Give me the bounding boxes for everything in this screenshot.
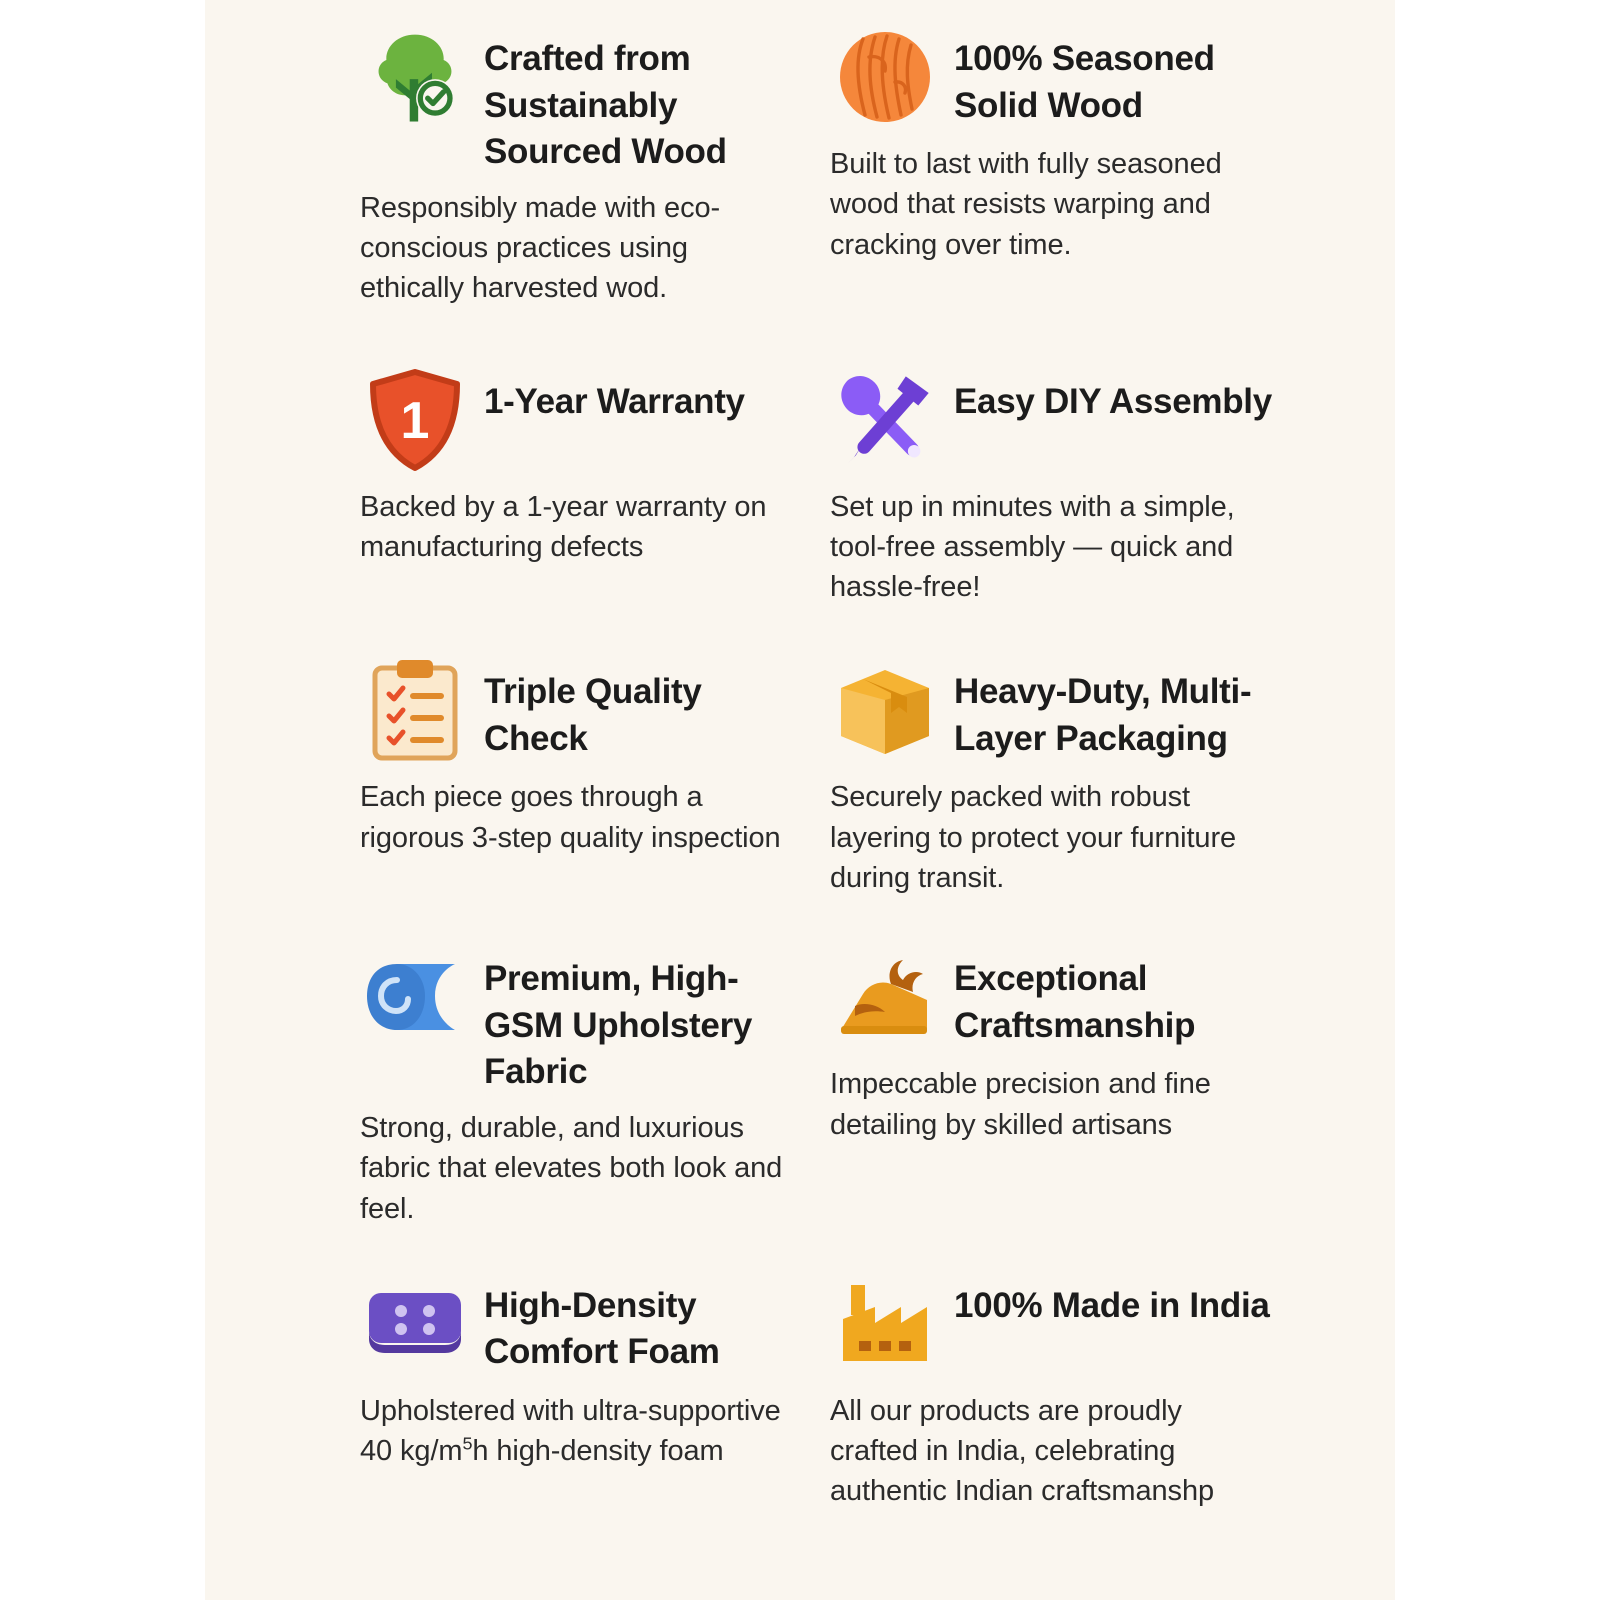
- feature-title: High-Density Comfort Foam: [484, 1285, 720, 1372]
- feature-title: Triple Quality Check: [484, 672, 702, 758]
- feature-card-craftsmanship: [830, 942, 1300, 1229]
- clipboard-checklist-icon: [360, 655, 470, 765]
- feature-title: Crafted from Sustainably Sourced Wood: [484, 39, 727, 172]
- feature-card-diy-assembly: [830, 365, 1300, 608]
- feature-card-seasoned-wood: [830, 22, 1300, 309]
- feature-header: [360, 655, 820, 765]
- feature-card-upholstery-fabric: [360, 942, 830, 1229]
- wood-grain-circle-icon: [830, 22, 940, 132]
- feature-title: Exceptional Craftsmanship: [954, 959, 1196, 1045]
- feature-card-warranty: [360, 365, 830, 608]
- foam-desc-post: h high-density foam: [472, 1435, 724, 1468]
- feature-title: Easy DIY Assembly: [954, 381, 1272, 421]
- feature-description: Strong, durable, and luxurious fabric that elevates both look and feel.: [360, 1111, 783, 1225]
- feature-card-sustainable-wood: [360, 22, 830, 309]
- feature-header: [360, 365, 820, 475]
- feature-description: Backed by a 1-year warranty on manufacturing defects: [360, 490, 767, 563]
- feature-header: [830, 1269, 1290, 1379]
- foam-desc-pre: Upholstered with ultra-supportive 40 kg/m: [360, 1394, 781, 1468]
- feature-card-comfort-foam: [360, 1269, 830, 1512]
- feature-description: Responsibly made with eco-conscious practices using ethically harvested wod.: [360, 191, 721, 305]
- foam-desc-exponent: 5: [462, 1433, 473, 1454]
- feature-title: 100% Seasoned Solid Wood: [954, 39, 1215, 125]
- feature-description: Set up in minutes with a simple, tool-free assembly — quick and hassle-free!: [830, 490, 1235, 604]
- feature-header: [830, 22, 1290, 132]
- feature-sheet: [205, 0, 1395, 1600]
- feature-grid: [205, 0, 1395, 1600]
- factory-icon: [830, 1269, 940, 1379]
- feature-description: Impeccable precision and fine detailing by skilled artisans: [830, 1068, 1211, 1141]
- feature-description: Each piece goes through a rigorous 3-step quality inspection: [360, 781, 781, 854]
- foam-mattress-icon: [360, 1269, 470, 1379]
- feature-header: [830, 655, 1290, 765]
- feature-title: Heavy-Duty, Multi-Layer Packaging: [954, 672, 1252, 758]
- shield-one-year-icon: [360, 365, 470, 475]
- feature-card-made-in-india: [830, 1269, 1300, 1512]
- feature-description: Built to last with fully seasoned wood that resists warping and cracking over time.: [830, 148, 1222, 261]
- cardboard-box-icon: [830, 655, 940, 765]
- feature-card-packaging: [830, 655, 1300, 898]
- feature-description: Securely packed with robust layering to protect your furniture during transit.: [830, 781, 1237, 895]
- feature-header: [830, 365, 1290, 475]
- feature-card-quality-check: [360, 655, 830, 898]
- feature-header: [360, 22, 820, 176]
- feature-title: 100% Made in India: [954, 1285, 1270, 1325]
- feature-description: All our products are proudly crafted in India, celebrating authentic Indian craftsmanshp: [830, 1394, 1214, 1508]
- feature-header: [360, 942, 820, 1096]
- feature-header: [360, 1269, 820, 1379]
- wrench-screwdriver-icon: [830, 365, 940, 475]
- feature-header: [830, 942, 1290, 1052]
- feature-description: [360, 1391, 790, 1472]
- hand-plane-icon: [830, 942, 940, 1052]
- tree-check-icon: [360, 22, 470, 132]
- svg-text:1: 1: [400, 391, 430, 450]
- feature-title: Premium, High-GSM Upholstery Fabric: [484, 959, 753, 1092]
- feature-title: 1-Year Warranty: [484, 381, 745, 421]
- rolled-fabric-icon: [360, 942, 470, 1052]
